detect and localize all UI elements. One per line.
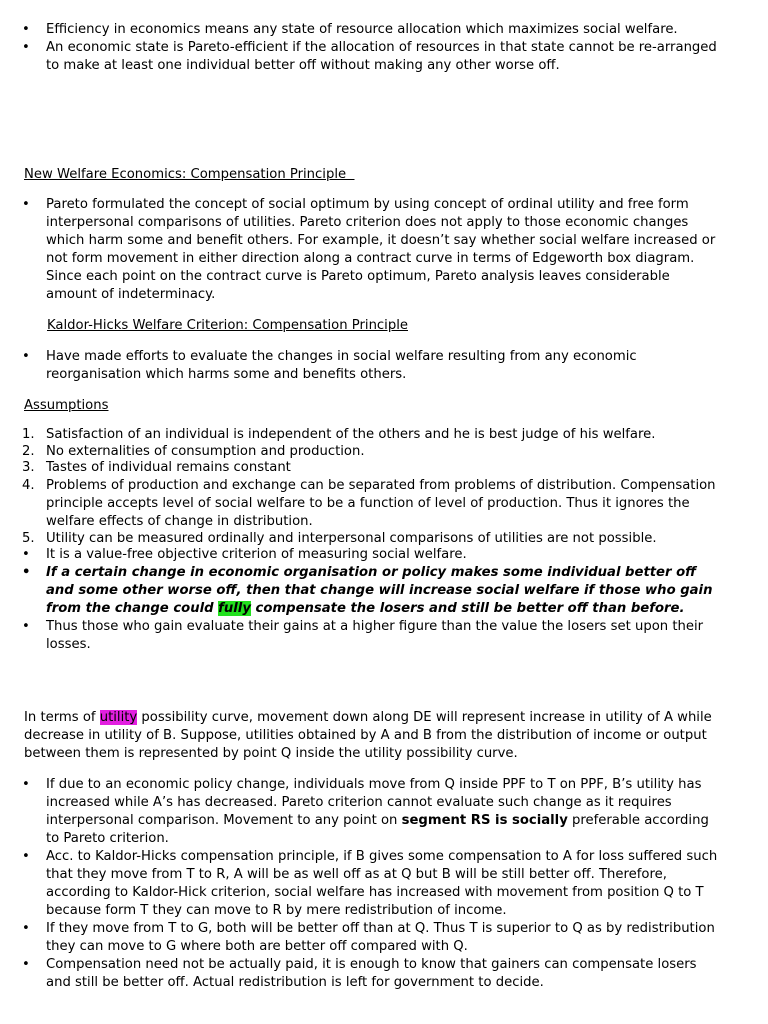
list-item-bold	[0, 564, 720, 618]
assumptions-list	[0, 427, 720, 654]
utility-paragraph	[24, 709, 744, 763]
list-item: • Pareto formulated the concept of social optimum by using concept of ordinal utility and free form interpersonal comparisons of utilities. Pareto criterion does not apply to those economic changes which harm some and benefit others. For example, it doesn’t say whether social welfare increased or not form movement in either direction along a contract curve in terms of Edgeworth box diagram. Since each point on the contract curve is Pareto optimum, Pareto analysis leaves considerable amount of indeterminacy.	[0, 196, 720, 304]
list-text: Tastes of individual remains constant	[46, 460, 291, 475]
section1-bullet-list	[0, 196, 720, 304]
list-item: • An economic state is Pareto-efficient if the allocation of resources in that state cannot be re-arranged to make at least one individual better off without making any other worse off.	[0, 39, 720, 75]
list-item: • Have made efforts to evaluate the changes in social welfare resulting from any economic reorganisation which harms some and benefits others.	[0, 348, 720, 384]
list-item	[0, 444, 720, 461]
intro-bullet-list	[0, 21, 720, 75]
list-item	[0, 460, 720, 477]
list-number: 3.	[22, 460, 35, 475]
list-item	[0, 477, 720, 531]
list-text: Satisfaction of an individual is independent of the others and he is best judge of his welfare.	[46, 427, 656, 442]
final-bullet-list	[0, 776, 720, 992]
list-text: preferable according to Pareto criterion.	[46, 813, 709, 846]
list-number: 2.	[22, 443, 35, 459]
list-item: • Efficiency in economics means any state of resource allocation which maximizes social welfare.	[0, 21, 720, 39]
bold-text: compensate the losers and still be better off than before.	[250, 600, 685, 616]
list-text: Utility can be measured ordinally and interpersonal comparisons of utilities are not possible.	[46, 530, 657, 546]
list-item: • If they move from T to G, both will be better off than at Q. Thus T is superior to Q as by redistribution they can move to G where both are better off compared with Q.	[0, 920, 720, 956]
list-item	[0, 427, 720, 444]
list-item: • Thus those who gain evaluate their gains at a higher figure than the value the losers set upon their losses.	[0, 618, 720, 654]
highlighted-text: utility	[99, 710, 138, 725]
list-number: 4.	[22, 477, 35, 493]
list-item: • Compensation need not be actually paid, it is enough to know that gainers can compensate losers and still be better off. Actual redistribution is left for government to decide.	[0, 956, 720, 992]
section-heading-kaldor-hicks: Kaldor-Hicks Welfare Criterion: Compensation Principle	[47, 318, 408, 333]
list-item: • It is a value-free objective criterion of measuring social welfare.	[0, 547, 720, 564]
list-item	[0, 776, 720, 848]
list-number: 5.	[22, 530, 35, 546]
list-item: • Acc. to Kaldor-Hicks compensation principle, if B gives some compensation to A for loss suffered such that they move from T to R, A will be as well off as at Q but B will be still better off. Therefore, according to Kaldor-Hick criterion, social welfare has increased with movement from position Q to T because form T they can move to R by mere redistribution of income.	[0, 848, 720, 920]
list-number: 1.	[22, 427, 35, 442]
section-heading-new-welfare: New Welfare Economics: Compensation Principle	[24, 167, 355, 182]
list-text: If due to an economic policy change, individuals move from Q inside PPF to T on PPF, B’s utility has increased while A’s has decreased. Pareto criterion cannot evaluate such change as it requires interpersonal comparison. Movement to any point on	[46, 777, 702, 828]
list-text: Problems of production and exchange can be separated from problems of distribution. Compensation principle accepts level of social welfare to be a function of level of production. Thus it ignores the welfare effects of change in distribution.	[46, 477, 716, 529]
list-text: No externalities of consumption and production.	[46, 443, 365, 459]
highlighted-text: fully	[218, 600, 251, 616]
assumptions-heading: Assumptions	[24, 398, 109, 413]
paragraph-text: In terms of	[24, 710, 100, 725]
section2-bullet-list	[0, 348, 720, 384]
paragraph-text: possibility curve, movement down along DE will represent increase in utility of A while decrease in utility of B. Suppose, utilities obtained by A and B from the distribution of income or output between them is represented by point Q inside the utility possibility curve.	[24, 710, 712, 761]
list-item	[0, 531, 720, 548]
bold-text: segment RS is socially	[401, 813, 568, 828]
bold-text: If a certain change in economic organisation or policy makes some individual better off and some other worse off, then that change will increase social welfare if those who gain from the change could	[46, 564, 713, 616]
